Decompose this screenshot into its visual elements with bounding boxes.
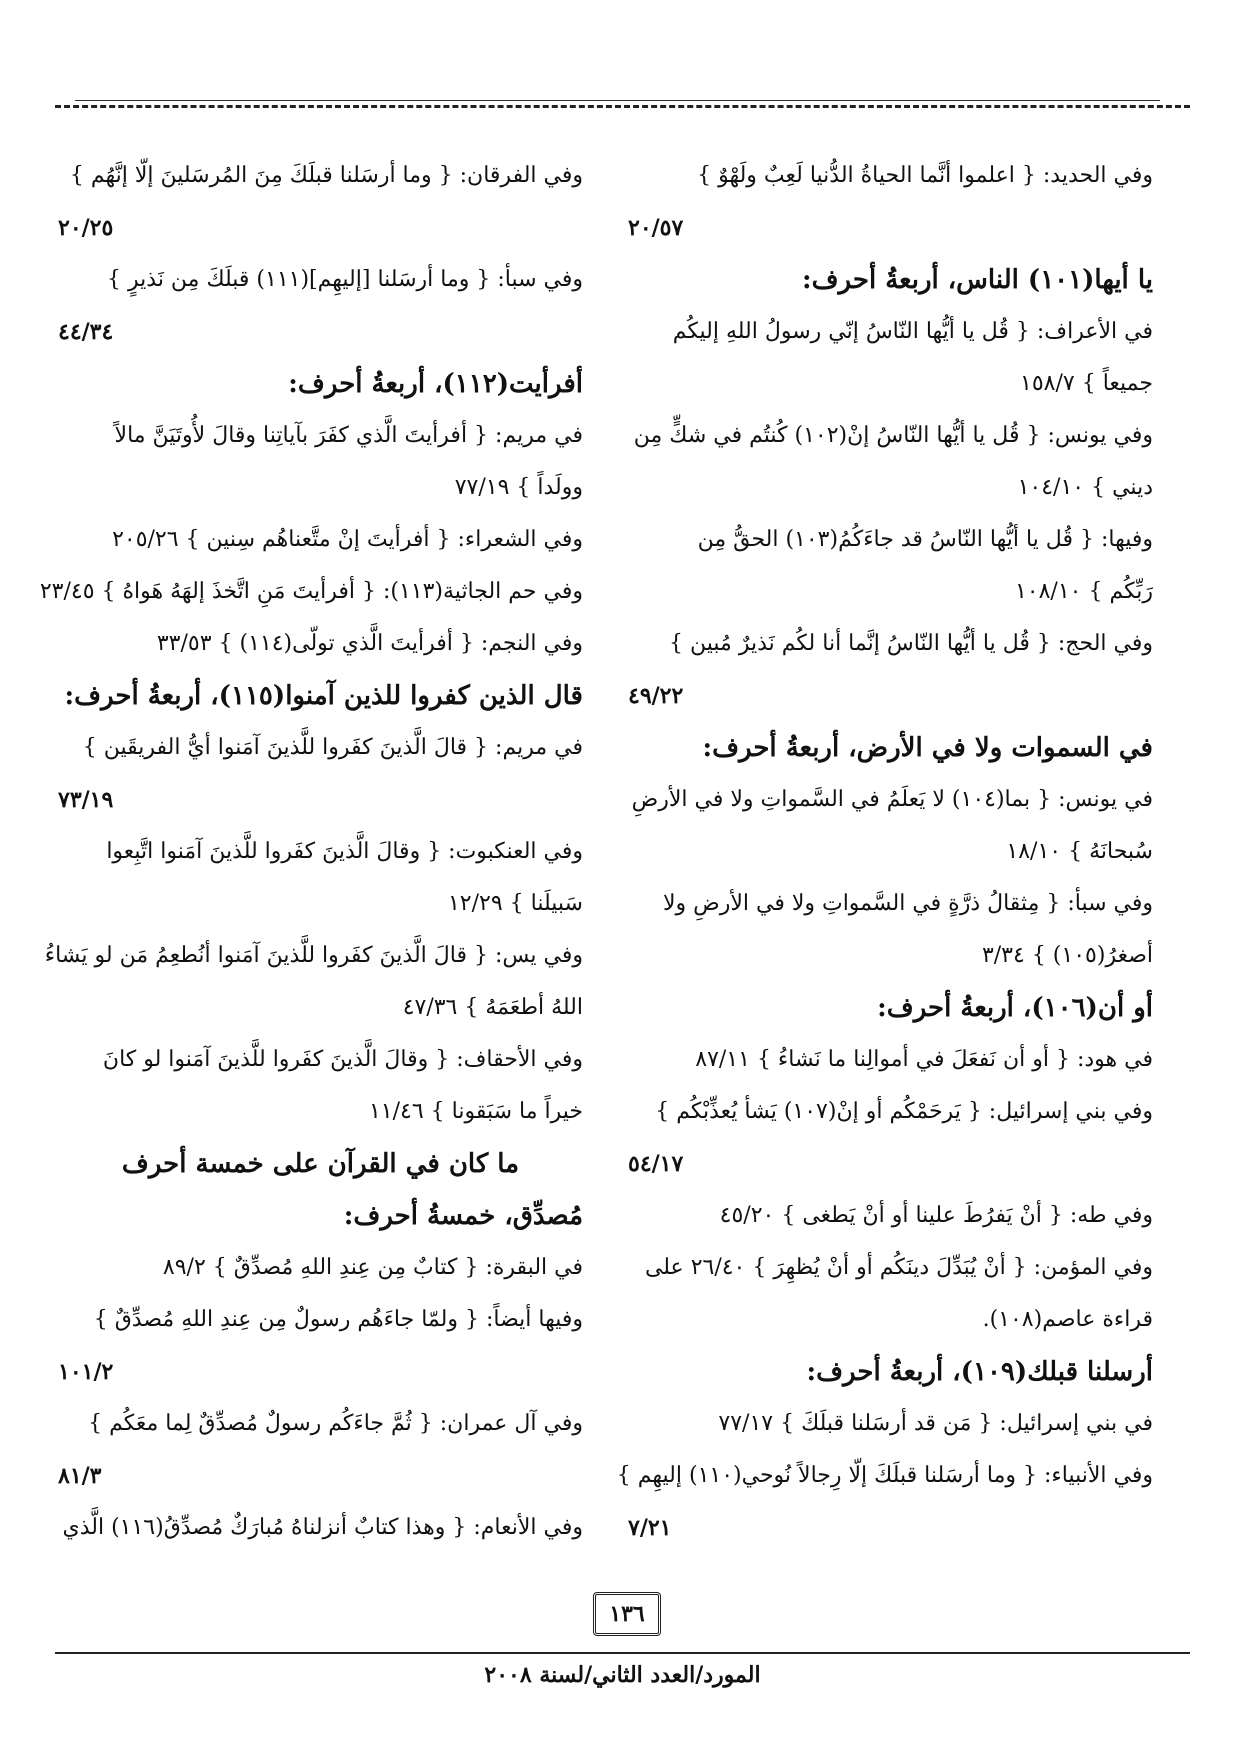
right-line-text: في الأعراف: { قُل يا أيُّها النّاسُ إنّي رسولُ اللهِ إليكُم	[672, 319, 1153, 344]
right-line-reference: ٢٠/٥٧	[628, 215, 684, 241]
right-line-text: وفي طه: { أنْ يَفرُطَ علينا أو أنْ يَطغى } ٤٥/٢٠	[719, 1203, 1153, 1228]
right-line-text: وفي سبأ: { مِثقالُ ذرَّةٍ في السَّمواتِ ولا في الأرضِ ولا	[662, 891, 1153, 916]
left-line-heading: قال الذين كفروا للذين آمنوا(١١٥)، أربعةُ أحرف:	[64, 681, 583, 711]
right-line-heading: في السموات ولا في الأرض، أربعةُ أحرف:	[702, 733, 1153, 763]
left-line-text: وفي النجم: { أفرأيتَ الَّذي تولّى(١١٤) } ٣٣/٥٣	[156, 631, 583, 656]
right-line-text: أصغرُ(١٠٥) } ٣/٣٤	[981, 943, 1153, 968]
left-line-heading: ما كان في القرآن على خمسة أحرف	[121, 1149, 520, 1179]
right-line-text: في هود: { أو أن نَفعَلَ في أموالِنا ما نَشاءُ } ٨٧/١١	[695, 1047, 1153, 1072]
left-line-text: وفي الشعراء: { أفرأيتَ إنْ متَّعناهُم سِنين } ٢٠٥/٢٦	[112, 527, 583, 552]
right-line-reference: ٤٩/٢٢	[628, 683, 684, 709]
right-line-text: في يونس: { بما(١٠٤) لا يَعلَمُ في السَّمواتِ ولا في الأرضِ	[631, 787, 1153, 812]
right-line-text: وفي الحديد: { اعلموا أنَّما الحياةُ الدُّنيا لَعِبٌ ولَهْوٌ }	[697, 163, 1153, 188]
right-column	[616, 150, 1153, 1554]
left-line-text: وفي حم الجاثية(١١٣): { أفرأيتَ مَنِ اتَّخذَ إلهَهُ هَواهُ } ٢٣/٤٥	[39, 579, 583, 604]
left-line-text: وفي الأحقاف: { وقالَ الَّذينَ كفَروا للَّذينَ آمَنوا لو كانَ	[102, 1047, 583, 1072]
right-line-text: رَبِّكُم } ١٠٨/١٠	[1014, 579, 1153, 604]
left-line-text: في مريم: { أفرأيتَ الَّذي كفَرَ بآياتِنا وقالَ لأُوتَيَنَّ مالاً	[114, 423, 583, 448]
right-line-text: وفي يونس: { قُل يا أيُّها النّاسُ إنْ(١٠٢) كُنتُم في شكٍّ مِن	[633, 423, 1153, 448]
left-column	[39, 150, 583, 1554]
journal-footer: المورد/العدد الثاني/لسنة ٢٠٠٨	[484, 1662, 761, 1688]
left-line-reference: ١٠١/٢	[58, 1359, 114, 1385]
footer-rule	[55, 1652, 1190, 1654]
right-line-text: وفيها: { قُل يا أيُّها النّاسُ قد جاءَكُمُ(١٠٣) الحقُّ مِن	[697, 527, 1153, 552]
right-line-heading: أو أن(١٠٦)، أربعةُ أحرف:	[877, 993, 1153, 1023]
right-line-text: وفي المؤمن: { أنْ يُبَدِّلَ دينَكُم أو أنْ يُظهِرَ } ٢٦/٤٠ على	[644, 1255, 1153, 1280]
right-line-text: جميعاً } ١٥٨/٧	[1020, 371, 1153, 396]
right-line-text: قراءة عاصم(١٠٨).	[982, 1307, 1153, 1332]
right-line-text: ديني } ١٠٤/١٠	[1017, 475, 1153, 500]
left-line-text: وفي آل عمران: { ثُمَّ جاءَكُم رسولٌ مُصدِّقٌ لِما معَكُم }	[88, 1411, 583, 1436]
right-line-heading: يا أيها(١٠١) الناس، أربعةُ أحرف:	[802, 265, 1153, 295]
right-line-text: وفي الأنبياء: { وما أرسَلنا قبلَكَ إلّا رِجالاً نُوحي(١١٠) إليهِم }	[616, 1463, 1153, 1488]
left-line-reference: ٧٣/١٩	[58, 787, 114, 813]
right-line-heading: أرسلنا قبلك(١٠٩)، أربعةُ أحرف:	[806, 1357, 1153, 1387]
left-line-reference: ٤٤/٣٤	[58, 319, 114, 345]
left-line-text: خيراً ما سَبَقونا } ١١/٤٦	[368, 1099, 583, 1124]
header-rule-solid	[75, 100, 1160, 101]
header-rule-dashed	[55, 105, 1190, 108]
left-line-text: وفي سبأ: { وما أرسَلنا [إليهِم](١١١) قبلَكَ مِن نَذيرٍ }	[107, 267, 583, 292]
left-line-text: وفيها أيضاً: { ولمّا جاءَهُم رسولٌ مِن عِندِ اللهِ مُصدِّقٌ }	[93, 1307, 583, 1332]
left-line-heading: مُصدِّق، خمسةُ أحرف:	[343, 1201, 583, 1231]
right-line-text: سُبحانَهُ } ١٨/١٠	[1006, 839, 1153, 864]
right-line-text: وفي الحج: { قُل يا أيُّها النّاسُ إنَّما أنا لكُم نَذيرٌ مُبين }	[669, 631, 1153, 656]
left-line-text: في مريم: { قالَ الَّذينَ كفَروا للَّذينَ آمَنوا أيُّ الفريقَين }	[82, 735, 583, 760]
left-line-heading: أفرأيت(١١٢)، أربعةُ أحرف:	[288, 369, 583, 399]
right-line-text: وفي بني إسرائيل: { يَرحَمْكُم أو إنْ(١٠٧) يَشأ يُعذِّبْكُم }	[655, 1099, 1153, 1124]
left-line-text: سَبيلَنا } ١٢/٢٩	[447, 891, 583, 916]
left-line-text: وفي العنكبوت: { وقالَ الَّذينَ كفَروا للَّذينَ آمَنوا اتَّبِعوا	[106, 839, 583, 864]
left-line-text: وفي يس: { قالَ الَّذينَ كفَروا للَّذينَ آمَنوا أنُطعِمُ مَن لو يَشاءُ	[44, 943, 583, 968]
left-line-text: في البقرة: { كتابٌ مِن عِندِ اللهِ مُصدِّقٌ } ٨٩/٢	[162, 1255, 583, 1280]
left-line-text: وفي الفرقان: { وما أرسَلنا قبلَكَ مِنَ المُرسَلينَ إلّا إنَّهُم }	[69, 163, 583, 188]
left-line-reference: ٨١/٣	[58, 1463, 102, 1489]
right-line-reference: ٥٤/١٧	[628, 1151, 684, 1177]
right-line-reference: ٧/٢١	[628, 1515, 672, 1541]
left-line-text: وفي الأنعام: { وهذا كتابٌ أنزلناهُ مُبارَكٌ مُصدِّقُ(١١٦) الَّذي	[62, 1515, 583, 1540]
right-line-text: في بني إسرائيل: { مَن قد أرسَلنا قبلَكَ } ٧٧/١٧	[718, 1411, 1153, 1436]
left-line-text: اللهُ أطعَمَهُ } ٤٧/٣٦	[402, 995, 583, 1020]
left-line-text: وولَداً } ٧٧/١٩	[454, 475, 583, 500]
left-line-reference: ٢٠/٢٥	[58, 215, 114, 241]
page-number: ١٣٦	[593, 1592, 661, 1636]
